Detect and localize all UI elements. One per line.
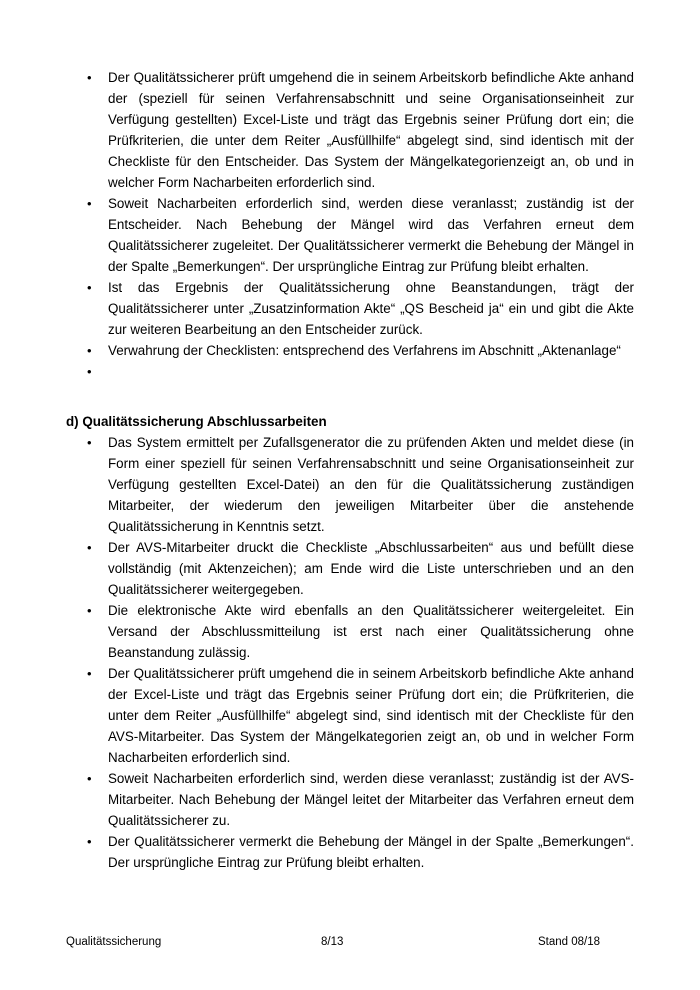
section-d-list [85, 432, 634, 873]
list-item: • Der Qualitätssicherer prüft umgehend die in seinem Arbeitskorb befindliche Akte anhand der Excel-Liste und trägt das Ergebnis seiner Prüfung dort ein; die Prüfkriterien, die unter dem Reiter „Ausfüllhilfe“ abgelegt sind, sind identisch mit der Checkliste für den AVS-Mitarbeiter. Das System der Mängelkategorien zeigt an, ob und in welcher Form Nacharbeiten erforderlich sind. [85, 663, 634, 768]
section-d-heading: d) Qualitätssicherung Abschlussarbeiten [66, 414, 327, 429]
list-item-empty [85, 361, 634, 382]
list-item: • Ist das Ergebnis der Qualitätssicherung ohne Beanstandungen, trägt der Qualitätssicherer unter „Zusatzinformation Akte“ „QS Bescheid ja“ ein und gibt die Akte zur weiteren Bearbeitung an den Entscheider zurück. [85, 277, 634, 340]
list-item: • Verwahrung der Checklisten: entsprechend des Verfahrens im Abschnitt „Aktenanlage“ [85, 340, 634, 361]
list-item: • Das System ermittelt per Zufallsgenerator die zu prüfenden Akten und meldet diese (in Form einer speziell für seinen Verfahrensabschnitt und seine Organisationseinheit zur Verfügung gestellten Excel-Datei) an den für die Qualitätssicherung zuständigen Mitarbeiter, der wiederum den jeweiligen Mitarbeiter über die anstehende Qualitätssicherung in Kenntnis setzt. [85, 432, 634, 537]
list-item: • Der AVS-Mitarbeiter druckt die Checkliste „Abschlussarbeiten“ aus und befüllt diese vollständig (mit Aktenzeichen); am Ende wird die Liste unterschrieben und an den Qualitätssicherer weitergegeben. [85, 537, 634, 600]
page-number: 8/13 [321, 936, 344, 948]
footer-title: Qualitätssicherung [66, 936, 162, 948]
list-item: • Der Qualitätssicherer vermerkt die Behebung der Mängel in der Spalte „Bemerkungen“. Der ursprüngliche Eintrag zur Prüfung bleibt erhalten. [85, 831, 634, 873]
list-item: • Soweit Nacharbeiten erforderlich sind, werden diese veranlasst; zuständig ist der Entscheider. Nach Behebung der Mängel wird das Verfahren erneut dem Qualitätssicherer zugeleitet. Der Qualitätssicherer vermerkt die Behebung der Mängel in der Spalte „Bemerkungen“. Der ursprüngliche Eintrag zur Prüfung bleibt erhalten. [85, 193, 634, 277]
list-item: • Soweit Nacharbeiten erforderlich sind, werden diese veranlasst; zuständig ist der AVS-Mitarbeiter. Nach Behebung der Mängel leitet der Mitarbeiter das Verfahren erneut dem Qualitätssicherer zu. [85, 768, 634, 831]
footer-version: Stand 08/18 [538, 936, 601, 948]
list-item: • Die elektronische Akte wird ebenfalls an den Qualitätssicherer weitergeleitet. Ein Versand der Abschlussmitteilung ist erst nach einer Qualitätssicherung ohne Beanstandung zulässig. [85, 600, 634, 663]
section-c-list [85, 67, 634, 382]
list-item: • Der Qualitätssicherer prüft umgehend die in seinem Arbeitskorb befindliche Akte anhand der (speziell für seinen Verfahrensabschnitt und seine Organisationseinheit zur Verfügung gestellten) Excel-Liste und trägt das Ergebnis seiner Prüfung dort ein; die Prüfkriterien, die unter dem Reiter „Ausfüllhilfe“ abgelegt sind, sind identisch mit der Checkliste für den Entscheider. Das System der Mängelkategorienzeigt an, ob und in welcher Form Nacharbeiten erforderlich sind. [85, 67, 634, 193]
